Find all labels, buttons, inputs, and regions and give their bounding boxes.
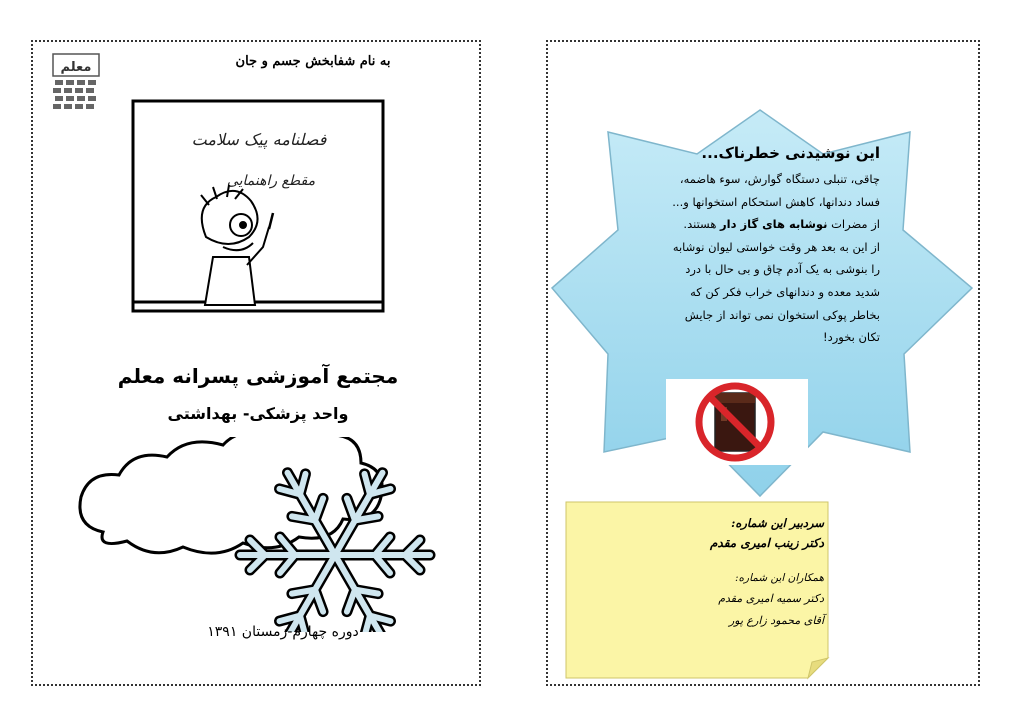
logo-text: معلم [60, 60, 92, 75]
credits [584, 516, 824, 636]
blackboard-illustration [131, 97, 387, 317]
article-text: از مضرات [831, 217, 880, 232]
blessing-text: به نام شفابخش جسم و جان [235, 54, 391, 69]
article-line: از این به بعد هر وقت خواستی لیوان نوشابه [672, 239, 880, 254]
school-logo [51, 52, 101, 112]
cloud-snowflake-illustration [73, 437, 453, 632]
article-text: هستند. [683, 217, 717, 232]
article-body [640, 140, 880, 349]
article-line [640, 213, 880, 236]
cloud-shape [80, 437, 382, 553]
colleague-name: آقای محمود زارع پور [729, 614, 824, 627]
issue-period: دوره چهارم-زمستان ۱۳۹۱ [207, 624, 359, 640]
unit-title: واحد پزشکی- بهداشتی [167, 404, 349, 423]
article-line: بخاطر پوکی استخوان نمی تواند از جایش [684, 307, 880, 322]
right-page [546, 40, 980, 686]
board-line-1: فصلنامه پیک سلامت [191, 130, 327, 149]
left-page [31, 40, 481, 686]
article-line: تکان بخورد! [822, 330, 880, 345]
article-line: شدید معده و دندانهای خراب فکر کن که [690, 284, 880, 299]
editor-label: سردبیر این شماره: [731, 516, 824, 530]
highlight-soda: نوشابه های گاز دار [720, 217, 828, 232]
colleagues-label: همکاران این شماره: [735, 572, 824, 584]
article-line: فساد دندانها، کاهش استحکام استخوانها و... [672, 194, 880, 209]
school-title: مجتمع آموزشی پسرانه معلم [117, 364, 399, 388]
article-line: را بنوشی به یک آدم چاق و بی حال با درد [685, 262, 880, 277]
editor-name: دکتر زینب امیری مقدم [710, 536, 824, 550]
board-line-2: مقطع راهنمایی [226, 173, 316, 189]
colleague-name: دکتر سمیه امیری مقدم [718, 592, 824, 605]
article-title: این نوشیدنی خطرناک... [701, 144, 880, 162]
no-soda-icon [666, 379, 808, 465]
article-line: چاقی، تنبلی دستگاه گوارش، سوء هاضمه، [679, 172, 880, 186]
